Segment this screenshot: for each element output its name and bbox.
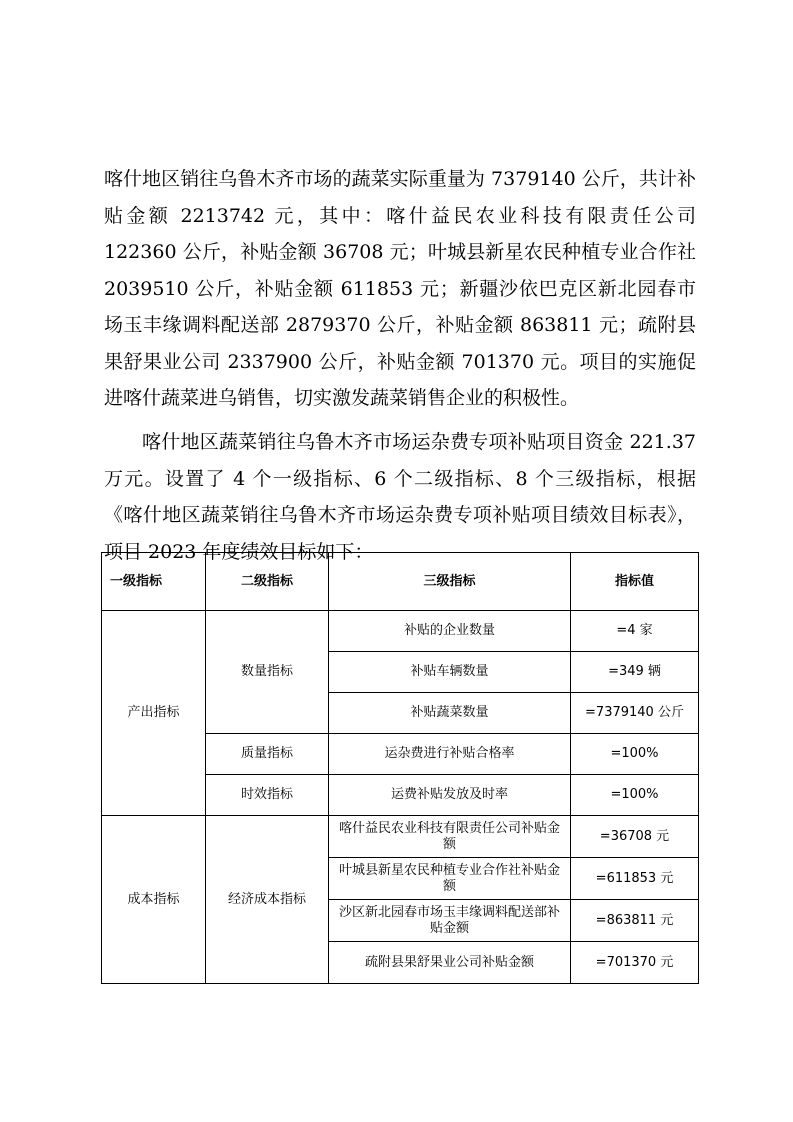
level3-cell: 运杂费进行补贴合格率 <box>329 734 571 775</box>
table-header: 三级指标 <box>329 553 571 611</box>
level3-cell: 沙区新北园春市场玉丰缘调料配送部补贴金额 <box>329 900 571 942</box>
level3-cell: 疏附县果舒果业公司补贴金额 <box>329 942 571 984</box>
level3-cell: 喀什益民农业科技有限责任公司补贴金额 <box>329 816 571 858</box>
table-row <box>102 611 699 652</box>
table-row <box>102 816 699 858</box>
value-cell: =611853 元 <box>571 858 699 900</box>
value-cell: =701370 元 <box>571 942 699 984</box>
value-cell: =7379140 公斤 <box>571 693 699 734</box>
level1-cell: 成本指标 <box>102 816 206 984</box>
table-header: 一级指标 <box>102 553 206 611</box>
level2-cell: 质量指标 <box>206 734 329 775</box>
body-paragraph: 喀什地区销往乌鲁木齐市场的蔬菜实际重量为 7379140 公斤，共计补贴金额 2213742 元，其中：喀什益民农业科技有限责任公司 122360 公斤，补贴金额 36708 元；叶城县新星农民种植专业合作社 2039510 公斤，补贴金额 611853 元；新疆沙依巴克区新北园春市场玉丰缘调料配送部 2879370 公斤，补贴金额 863811 元；疏附县果舒果业公司 2337900 公斤，补贴金额 701370 元。项目的实施促进喀什蔬菜进乌销售，切实激发蔬菜销售企业的积极性。 <box>104 168 696 409</box>
level2-cell: 时效指标 <box>206 775 329 816</box>
table-header-row <box>102 553 699 611</box>
table-header: 二级指标 <box>206 553 329 611</box>
value-cell: =100% <box>571 775 699 816</box>
level3-cell: 叶城县新星农民种植专业合作社补贴金额 <box>329 858 571 900</box>
level3-cell: 运费补贴发放及时率 <box>329 775 571 816</box>
level1-cell: 产出指标 <box>102 611 206 816</box>
value-cell: =349 辆 <box>571 652 699 693</box>
value-cell: =863811 元 <box>571 900 699 942</box>
level3-cell: 补贴蔬菜数量 <box>329 693 571 734</box>
body-paragraph: 喀什地区蔬菜销往乌鲁木齐市场运杂费专项补贴项目资金 221.37 万元。设置了 4 个一级指标、6 个二级指标、8 个三级指标，根据《喀什地区蔬菜销往乌鲁木齐市场运杂费专项补贴项目绩效目标表》，项目 2023 年度绩效目标如下： <box>104 431 696 563</box>
level3-cell: 补贴车辆数量 <box>329 652 571 693</box>
level2-cell: 数量指标 <box>206 611 329 734</box>
performance-target-table <box>101 552 699 984</box>
value-cell: =100% <box>571 734 699 775</box>
value-cell: =4 家 <box>571 611 699 652</box>
level2-cell: 经济成本指标 <box>206 816 329 984</box>
table-header: 指标值 <box>571 553 699 611</box>
value-cell: =36708 元 <box>571 816 699 858</box>
level3-cell: 补贴的企业数量 <box>329 611 571 652</box>
